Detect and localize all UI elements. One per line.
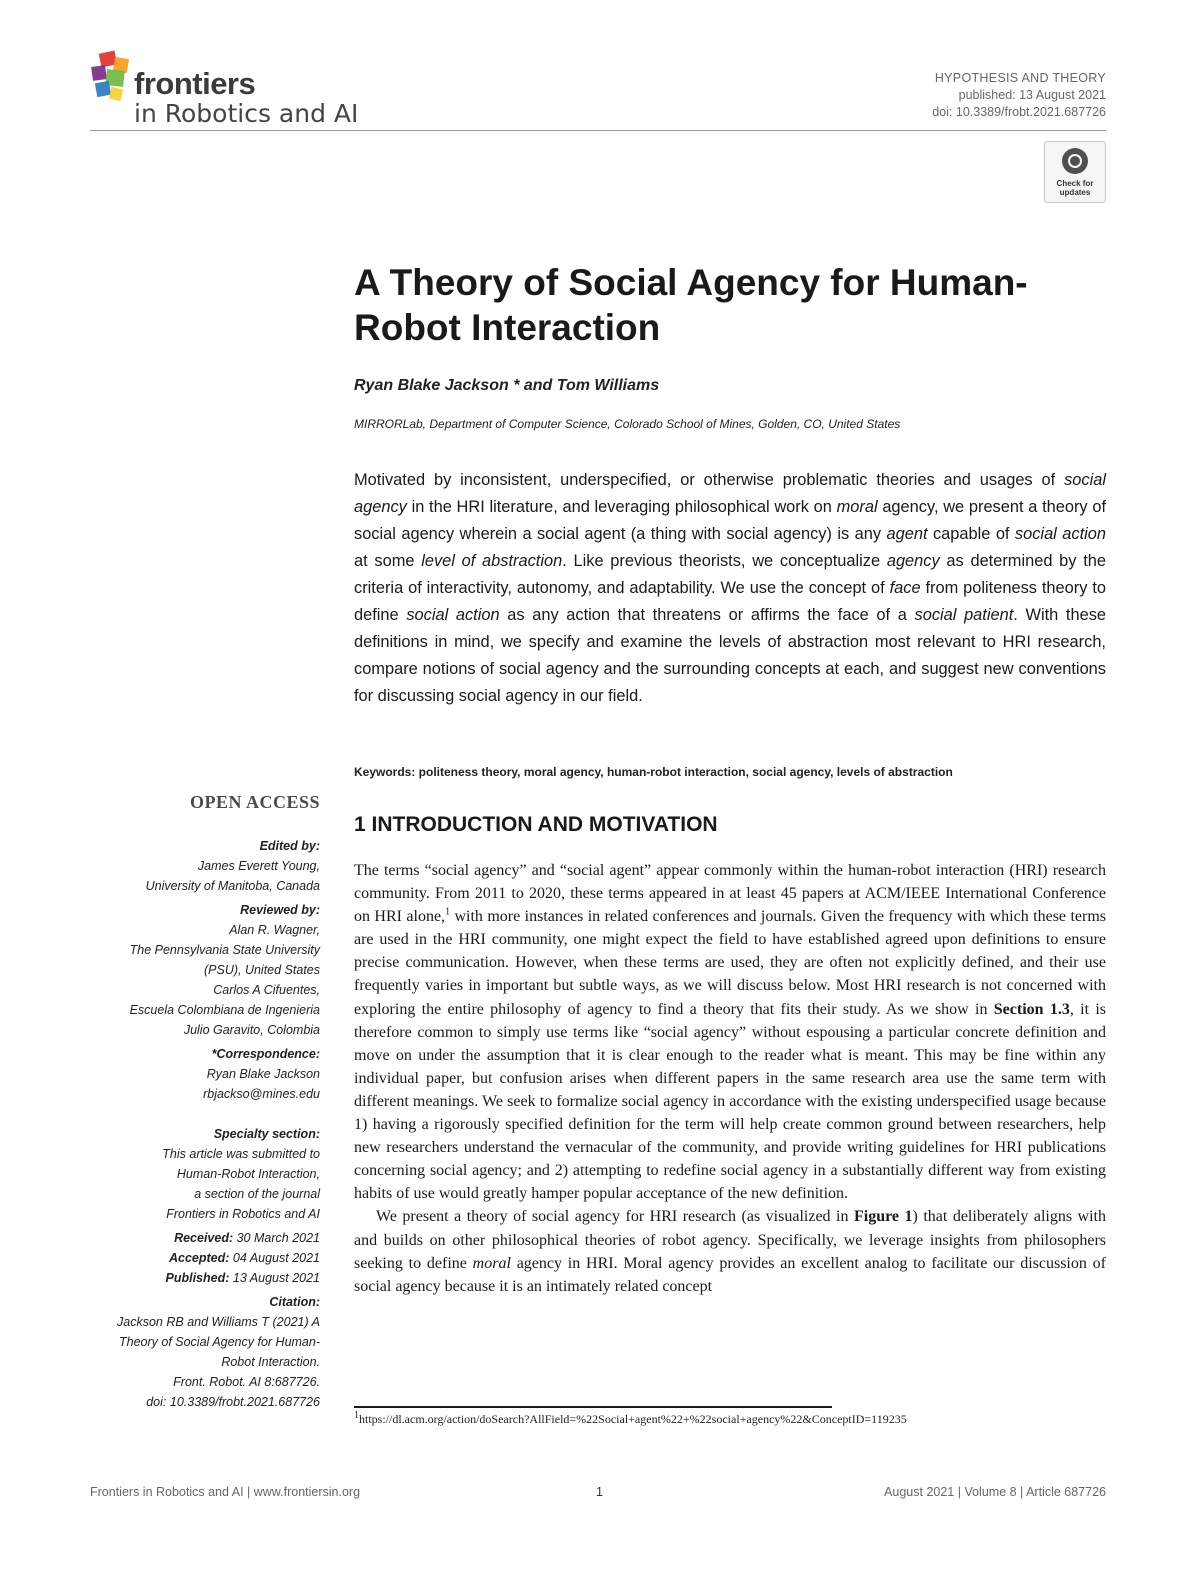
keywords: Keywords: politeness theory, moral agency, human-robot interaction, social agency, levels of abstraction (354, 765, 953, 779)
editor-affiliation: University of Manitoba, Canada (145, 879, 320, 893)
reviewer-affiliation: (PSU), United States (203, 963, 320, 977)
correspondence-name: Ryan Blake Jackson (206, 1067, 320, 1081)
journal-logo[interactable] (90, 50, 390, 130)
header-divider (90, 130, 1106, 131)
footnote-ref-link[interactable]: 1 (445, 906, 451, 918)
reviewer-name: Carlos A Cifuentes, (213, 983, 320, 997)
doi-link[interactable]: doi: 10.3389/frobt.2021.687726 (932, 105, 1106, 119)
open-access-label: OPEN ACCESS (189, 792, 320, 812)
page-number: 1 (596, 1485, 603, 1499)
section-ref-link[interactable]: Section 1.3 (993, 1000, 1070, 1018)
specialty-text: This article was submitted to (162, 1147, 320, 1161)
correspondence-label: *Correspondence: (211, 1047, 320, 1061)
received-date: Received: 30 March 2021 (174, 1231, 320, 1245)
footnote-divider (354, 1406, 832, 1408)
paragraph: The terms “social agency” and “social agent” appear commonly within the human-robot interaction (HRI) research community. From 2011 to 2020, these terms appeared in at least 45 papers at ACM/IEEE International Conference on HRI alone,$^1$ with more instances in related conferences and journals. Given the frequency with which these terms are used in the HRI community, one might expect the field to have established agreed upon definitions to ensure precise communication. However, when these terms are used, they are often not explicitly defined, and their use frequently varies in important but subtle ways, as we will discuss below. Most HRI research is not concerned with exploring the entire philosophy of agency to find a theory that fits their study. As we show in Section 1.3, it is therefore common to simply use terms like “social agency” without espousing a particular concrete definition and move on under the assumption that it is clear enough to the reader what is meant. This may be fine within any individual paper, but confusion arises when different papers in the same research area use the same term with different meanings. We seek to formalize social agency in accordance with the existing underspecified usage because 1) having a rigorously specified definition for the term will help create common ground between researchers, help new researchers understand the vernacular of the community, and provide writing guidelines for HRI publications concerning social agency; and 2) attempting to redefine social agency in a substantially different way from existing habits of use would greatly hamper popular acceptance of the new definition. (354, 862, 1107, 1203)
reviewer-affiliation: Julio Garavito, Colombia (183, 1023, 320, 1037)
author-affiliation: MIRRORLab, Department of Computer Science, Colorado School of Mines, Golden, CO, United States (354, 417, 901, 431)
logo-shape (91, 65, 107, 81)
crossmark-label: Check for updates (1056, 179, 1094, 197)
citation-text: Jackson RB and Williams T (2021) A (117, 1315, 320, 1329)
article-title: A Theory of Social Agency for Human-Robot Interaction (354, 262, 1028, 348)
citation-text: Robot Interaction. (221, 1355, 320, 1369)
logo-shape (95, 81, 111, 97)
section-heading: 1 INTRODUCTION AND MOTIVATION (354, 813, 718, 836)
logo-shape (109, 87, 124, 102)
frontiers-logo-icon (90, 50, 134, 106)
editor-name: James Everett Young, (197, 859, 320, 873)
specialty-text: Human-Robot Interaction, (176, 1167, 320, 1181)
article-info-sidebar (90, 836, 320, 1412)
specialty-text: Frontiers in Robotics and AI (166, 1207, 320, 1221)
accepted-date: Accepted: 04 August 2021 (168, 1251, 320, 1265)
footer-issue: August 2021 | Volume 8 | Article 687726 (884, 1485, 1106, 1499)
footnote-url-link[interactable]: https://dl.acm.org/action/doSearch?AllField=%22Social+agent%22+%22social+agency%22&ConceptID=119235 (359, 1412, 907, 1426)
published-date-sidebar: Published: 13 August 2021 (165, 1271, 320, 1285)
specialty-text: a section of the journal (194, 1187, 320, 1201)
check-for-updates-button[interactable] (1044, 141, 1106, 203)
logo-journal-text: in Robotics and AI (134, 99, 359, 128)
citation-text: Front. Robot. AI 8:687726. (173, 1375, 320, 1389)
footnote: $^1$https://dl.acm.org/action/doSearch?AllField=%22Social+agent%22+%22social+agency%22&ConceptID=119235 (354, 1410, 907, 1426)
published-date: published: 13 August 2021 (958, 88, 1106, 102)
reviewed-by-label: Reviewed by: (240, 903, 320, 917)
reviewer-affiliation: The Pennsylvania State University (129, 943, 320, 957)
body-text (354, 859, 1106, 1298)
figure-ref-link[interactable]: Figure 1 (853, 1208, 913, 1226)
citation-label: Citation: (269, 1295, 320, 1309)
correspondence-email-link[interactable]: rbjackso@mines.edu (203, 1087, 320, 1101)
citation-text: Theory of Social Agency for Human- (118, 1335, 320, 1349)
logo-brand-text: frontiers (134, 66, 256, 101)
reviewer-name: Alan R. Wagner, (229, 923, 320, 937)
article-authors: Ryan Blake Jackson * and Tom Williams (354, 377, 660, 394)
article-meta (932, 70, 1106, 121)
citation-doi-link[interactable]: doi: 10.3389/frobt.2021.687726 (146, 1395, 320, 1409)
abstract: Motivated by inconsistent, underspecified, or otherwise problematic theories and usages of social agency in the HRI literature, and leveraging philosophical work on moral agency, we present a theory of social agency wherein a social agent (a thing with social agency) is any agent capable of social action at some level of abstraction. Like previous theorists, we conceptualize agency as determined by the criteria of interactivity, autonomy, and adaptability. We use the concept of face from politeness theory to define social action as any action that threatens or affirms the face of a social patient. With these definitions in mind, we specify and examine the levels of abstraction most relevant to HRI research, compare notions of social agency and the surrounding concepts at each, and suggest new conventions for discussing social agency in our field. (354, 471, 1107, 705)
edited-by-label: Edited by: (259, 839, 320, 853)
footer-journal-link[interactable]: Frontiers in Robotics and AI | www.frontiersin.org (90, 1485, 361, 1499)
crossmark-icon (1062, 148, 1088, 174)
reviewer-affiliation: Escuela Colombiana de Ingenieria (129, 1003, 320, 1017)
specialty-section-label: Specialty section: (213, 1127, 320, 1141)
paragraph: We present a theory of social agency for HRI research (as visualized in Figure 1) that deliberately aligns with and builds on other philosophical theories of robot agency. Specifically, we leverage insights from philosophers seeking to define moral agency in HRI. Moral agency provides an excellent analog to facilitate our discussion of social agency because it is an intimately related concept (354, 1208, 1107, 1295)
article-type: HYPOTHESIS AND THEORY (934, 71, 1106, 85)
